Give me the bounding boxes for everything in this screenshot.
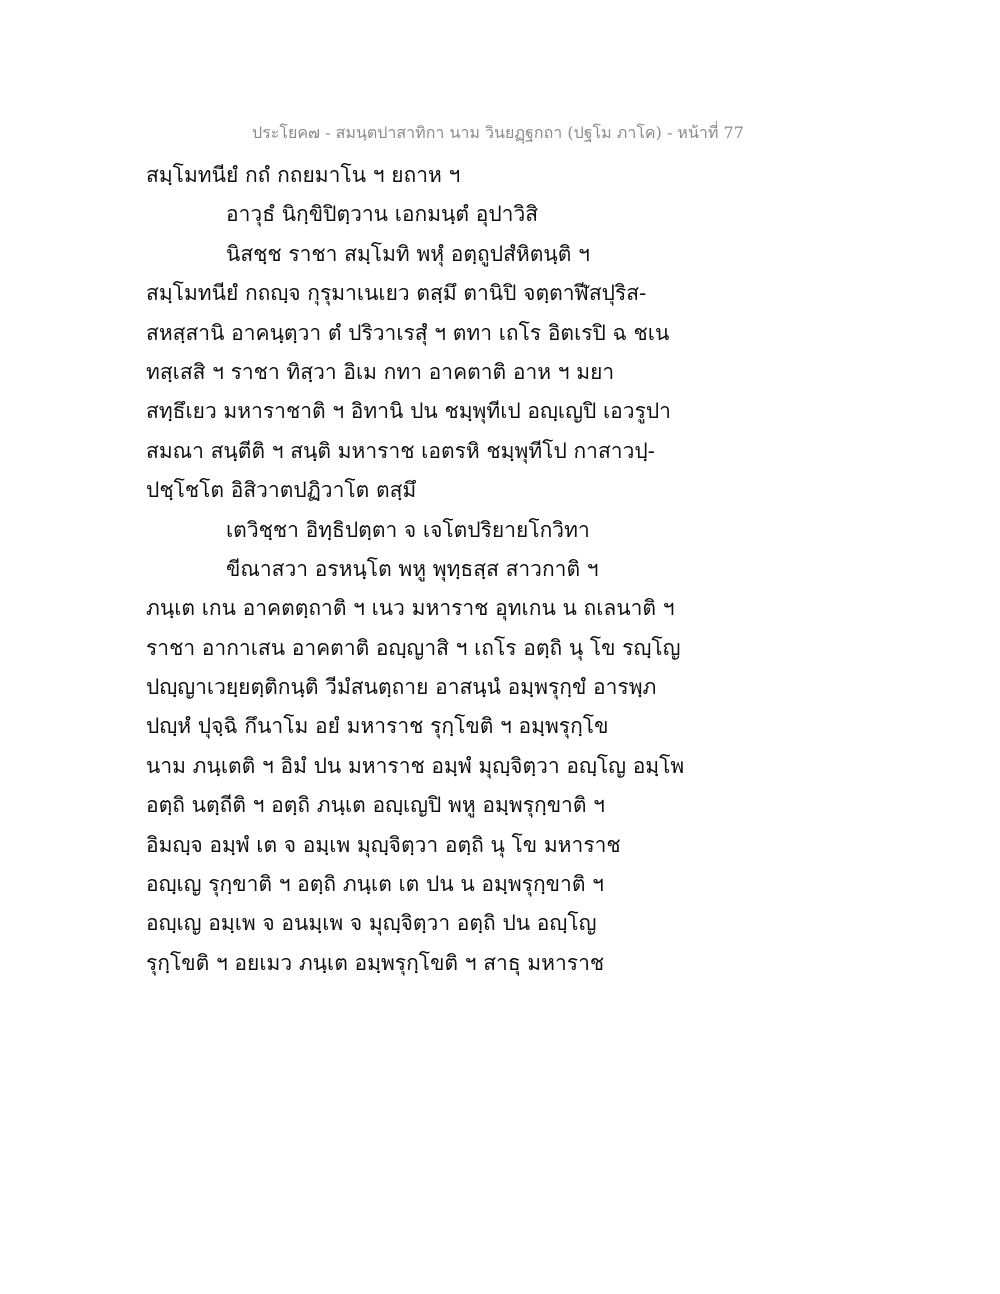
verse-line: อาวุธํ นิกฺขิปิตฺวาน เอกมนฺตํ อุปาวิสิ — [226, 202, 539, 227]
text-line: สมณา สนฺตีติ ฯ สนฺติ มหาราช เอตรหิ ชมฺพุทีโป กาสาวปฺ- — [146, 438, 655, 463]
verse-line: เตวิชฺชา อิทฺธิปตฺตา จ เจโตปริยายโกวิทา — [226, 517, 590, 542]
text-line: สทฺธึเยว มหาราชาติ ฯ อิทานิ ปน ชมฺพุทีเป อญฺเญปิ เอวรูปา — [146, 399, 671, 424]
verse-line: ขีณาสวา อรหนฺโต พหู พุทฺธสฺส สาวกาติ ฯ — [226, 556, 599, 581]
text-line: ทสฺเสสิ ฯ ราชา ทิสฺวา อิเม กทา อาคตาติ อาห ฯ มยา — [146, 359, 615, 384]
text-line: สหสฺสานิ อาคนฺตฺวา ตํ ปริวาเรสุํ ฯ ตทา เถโร อิตเรปิ ฉ ชเน — [146, 320, 670, 345]
text-line: ภนฺเต เกน อาคตตฺถาติ ฯ เนว มหาราช อุทเกน น ถเลนาติ ฯ — [146, 596, 675, 621]
text-line: อญฺเญ อมฺเพ จ อนมฺเพ จ มุญฺจิตฺวา อตฺถิ ปน อญฺโญ — [146, 911, 597, 936]
text-line: ปญฺญาเวยฺยตฺติกนฺติ วีมํสนตฺถาย อาสนฺนํ อมฺพรุกฺขํ อารพฺภ — [146, 675, 657, 700]
text-line: อญฺเญ รุกฺขาติ ฯ อตฺถิ ภนฺเต เต ปน น อมฺพรุกฺขาติ ฯ — [146, 872, 604, 897]
text-line: นาม ภนฺเตติ ฯ อิมํ ปน มหาราช อมฺพํ มุญฺจิตฺวา อญฺโญ อมฺโพ — [146, 753, 685, 778]
text-line: ราชา อากาเสน อาคตาติ อญฺญาสิ ฯ เถโร อตฺถิ นุ โข รญฺโญ — [146, 635, 681, 660]
text-line: อตฺถิ นตฺถีติ ฯ อตฺถิ ภนฺเต อญฺเญปิ พหู อมฺพรุกฺขาติ ฯ — [146, 793, 605, 818]
text-line: ปญฺหํ ปุจฺฉิ กึนาโม อยํ มหาราช รุกฺโขติ ฯ อมฺพรุกฺโข — [146, 714, 609, 739]
text-line: ปชฺโชโต อิสิวาตปฏิวาโต ตสฺมึ — [146, 478, 417, 503]
text-line: อิมญฺจ อมฺพํ เต จ อมฺเพ มุญฺจิตฺวา อตฺถิ นุ โข มหาราช — [146, 832, 621, 857]
text-line: รุกฺโขติ ฯ อยเมว ภนฺเต อมฺพรุกฺโขติ ฯ สาธุ มหาราช — [146, 950, 605, 975]
running-header: ประโยค๗ - สมนฺตปาสาทิกา นาม วินยฏฺฐกถา (ปฐโม ภาโค) - หน้าที่ 77 — [252, 123, 744, 142]
text-line: สมฺโมทนียํ กถญฺจ กุรุมาเนเยว ตสฺมึ ตานิปิ จตฺตาฬีสปุริส- — [146, 281, 647, 306]
text-line: สมฺโมทนียํ กถํ กถยมาโน ฯ ยถาห ฯ — [146, 163, 461, 187]
body-text — [146, 160, 866, 987]
verse-line: นิสชฺช ราชา สมฺโมทิ พหุํ อตฺถูปสํหิตนฺติ ฯ — [226, 241, 590, 266]
